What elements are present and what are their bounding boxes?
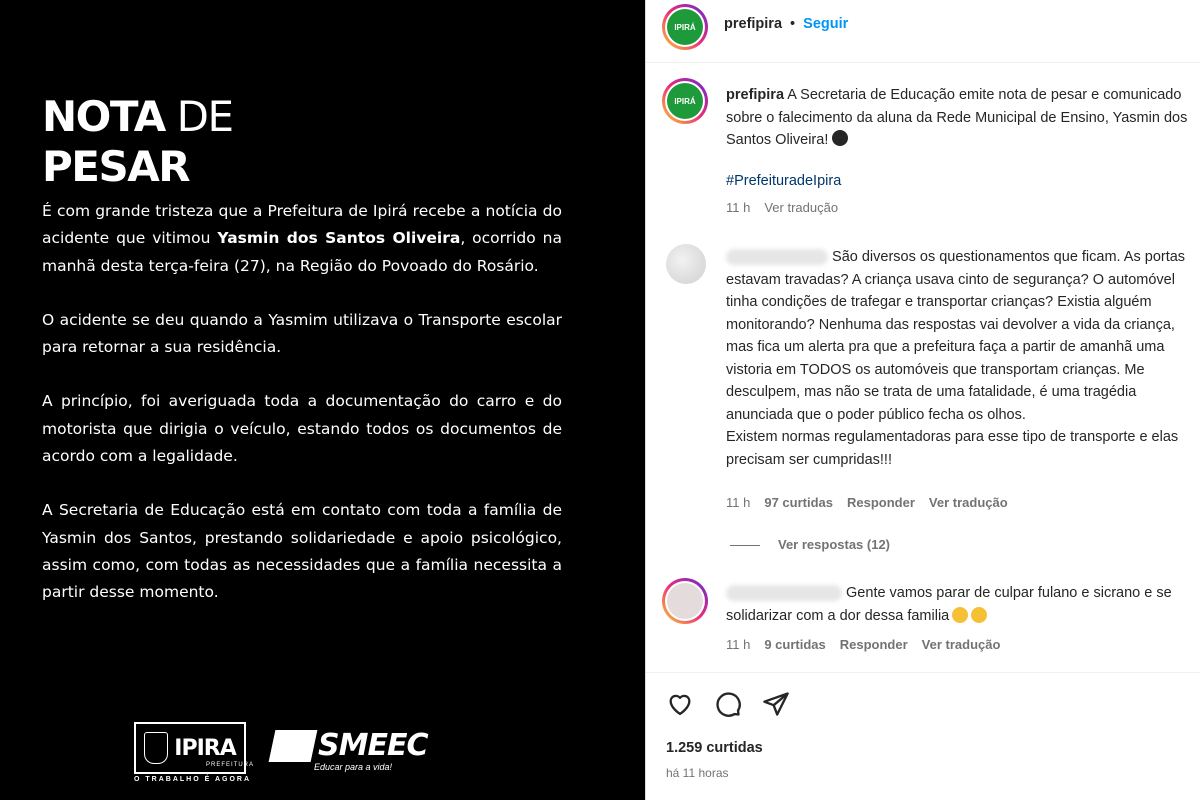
nota-paragraph-1: É com grande tristeza que a Prefeitura de Ipirá recebe a notícia do acidente que vitimou Yasmin dos Santos Oliveira, ocorrido na manhã desta terça-feira (27), na Região do Povoado do Rosário. (42, 202, 563, 275)
header-username[interactable]: prefipira (724, 16, 783, 32)
sad-face-icon (952, 607, 968, 623)
footer-logos (134, 718, 494, 788)
view-replies[interactable]: Ver respostas (12) (778, 537, 891, 552)
blurred-username[interactable] (726, 249, 828, 265)
caption-time: 11 h (726, 200, 751, 215)
blurred-username[interactable] (726, 585, 842, 601)
caption-username[interactable]: prefipira (726, 87, 785, 103)
comment-2-avatar[interactable] (662, 578, 708, 624)
comment-1 (726, 246, 1188, 471)
caption-meta (726, 200, 838, 215)
post-header: IPIRÁ prefipira • Seguir (646, 0, 1200, 63)
crest-icon (144, 732, 168, 764)
caption-hashtag[interactable]: #PrefeituradeIpira (726, 173, 842, 189)
comment-icon[interactable] (714, 690, 742, 718)
smeec-shape-icon (269, 730, 318, 762)
comment-1-meta: 11 h 97 curtidas Responder Ver tradução (726, 495, 1008, 510)
comment-1-text: São diversos os questionamentos que ficam. As portas estavam travadas? A criança usava cinto de segurança? O automóvel tinha condições de trafegar e transportar crianças? Existia alguém monitorando? Nenhuma das respostas vai devolver a vida da criança, mas fica um alerta pra que a prefeitura faça a partir de amanhã uma vistoria em TODOS os automóveis que transportam crianças. Me desculpem, mas não se trata de uma fatalidade, é uma tragédia anunciada que o poder público fecha os olhos. (726, 249, 1186, 423)
likes-count[interactable]: 1.259 curtidas (666, 740, 763, 756)
comment-2-translate[interactable]: Ver tradução (921, 637, 1001, 652)
comment-2-reply[interactable]: Responder (839, 637, 908, 652)
avatar[interactable]: IPIRÁ (662, 4, 708, 50)
comment-1-text-2: Existem normas regulamentadoras para esse tipo de transporte e elas precisam ser cumpridas!!! (726, 429, 1179, 468)
caption-translate[interactable]: Ver tradução (764, 200, 839, 215)
post-panel (646, 0, 1200, 800)
caption-avatar[interactable]: IPIRÁ (662, 78, 708, 124)
caption (726, 84, 1196, 152)
smeec-logo: SMEEC (272, 728, 427, 763)
nota-paragraph-2: O acidente se deu quando a Yasmim utilizava o Transporte escolar para retornar a sua residência. (42, 310, 562, 357)
actions-divider (646, 672, 1200, 673)
comment-1-reply[interactable]: Responder (847, 495, 915, 510)
comment-2-likes[interactable]: 9 curtidas (764, 637, 826, 652)
ipira-slogan: O TRABALHO É AGORA (134, 776, 252, 783)
comment-2-meta: 11 h 9 curtidas Responder Ver tradução (726, 637, 1001, 652)
follow-button[interactable]: Seguir (803, 16, 849, 32)
comment-2-text: Gente vamos parar de culpar fulano e sicrano e se solidarizar com a dor dessa familia (726, 585, 1172, 624)
ipira-logo: IPIRA PREFEITURA (134, 722, 246, 774)
caption-text: A Secretaria de Educação emite nota de pesar e comunicado sobre o falecimento da aluna da Rede Municipal de Ensino, Yasmin dos Santos Oliveira! (726, 87, 1188, 148)
nota-paragraph-3: A princípio, foi averiguada toda a documentação do carro e do motorista que dirigia o veículo, estando todos os documentos de acordo com a legalidade. (42, 392, 562, 466)
smeec-slogan: Educar para a vida! (314, 762, 393, 772)
nota-body (42, 198, 562, 634)
black-circle-icon (832, 130, 848, 146)
nota-title: NOTA DE PESAR (42, 92, 233, 191)
nota-paragraph-4: A Secretaria de Educação está em contato com toda a família de Yasmin dos Santos, prestando solidariedade e apoio psicológico, assim como, com todas as necessidades que a família necessita a partir desse momento. (42, 501, 562, 602)
comment-2 (726, 582, 1186, 627)
share-icon[interactable] (762, 690, 790, 718)
comment-1-translate[interactable]: Ver tradução (928, 495, 1008, 510)
comment-1-likes[interactable]: 97 curtidas (764, 495, 833, 510)
heart-icon[interactable] (666, 690, 694, 718)
sad-face-icon (971, 607, 987, 623)
comment-avatar[interactable] (666, 244, 706, 284)
replies-line (730, 545, 760, 546)
post-date: há 11 horas (666, 766, 729, 780)
